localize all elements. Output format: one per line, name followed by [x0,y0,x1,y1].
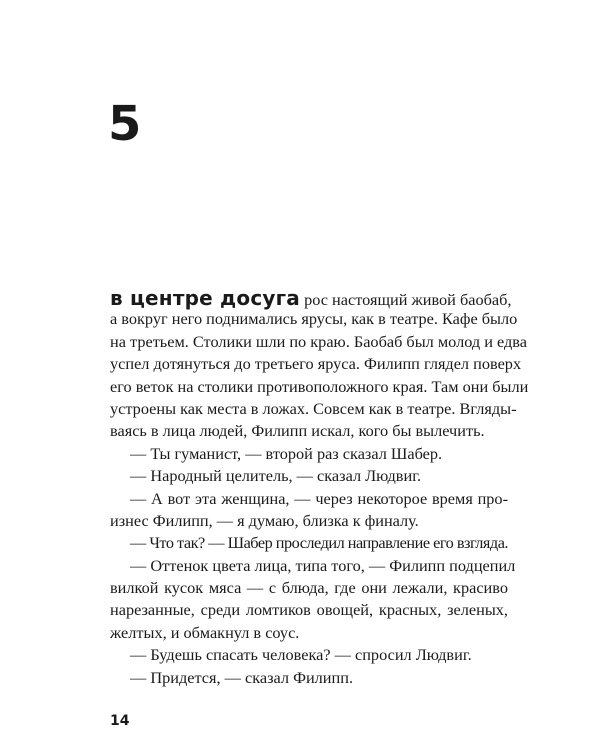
text-line: устроены как места в ложах. Совсем как в театре. Вгляды- [110,398,517,418]
chapter-number: 5 [108,96,142,152]
text-line: а вокруг него поднимались ярусы, как в театре. Кафе было [110,309,518,329]
text-line: изнес Филипп, — я думаю, близка к финалу. [110,510,419,530]
text-line: — Народный целитель, — сказал Людвиг. [130,466,422,486]
text-line: — Будешь спасать человека? — спросил Людвиг. [130,645,472,665]
text-line: — Что так? — Шабер проследил направление его взгляда. [130,533,508,553]
lead-in: в центре досуга [110,286,300,310]
text-line: желтых, и обмакнул в соус. [110,622,300,642]
body-text [110,286,529,689]
text-line: в центре досуга рос настоящий живой баобаб, [110,286,512,310]
text-line: — Ты гуманист, — второй раз сказал Шабер. [130,443,443,463]
text-line: вилкой кусок мяса — с блюда, где они лежали, красиво [110,578,508,598]
text-line: — Оттенок цвета лица, типа того, — Филипп подцепил [130,555,516,575]
text-line: ваясь в лица людей, Филипп искал, кого бы вылечить. [110,421,485,441]
text-line: — А вот эта женщина, — через некоторое время про- [130,488,508,508]
text-line: его веток на столики противоположного края. Там они были [110,376,529,396]
text-line: успел дотянуться до третьего яруса. Филипп глядел поверх [110,354,522,374]
text-line: — Придется, — сказал Филипп. [130,667,354,687]
text-line: на третьем. Столики шли по краю. Баобаб был молод и едва [110,331,528,351]
page-number: 14 [110,713,130,729]
text-line: нарезанные, среди ломтиков овощей, красных, зеленых, [110,600,508,620]
